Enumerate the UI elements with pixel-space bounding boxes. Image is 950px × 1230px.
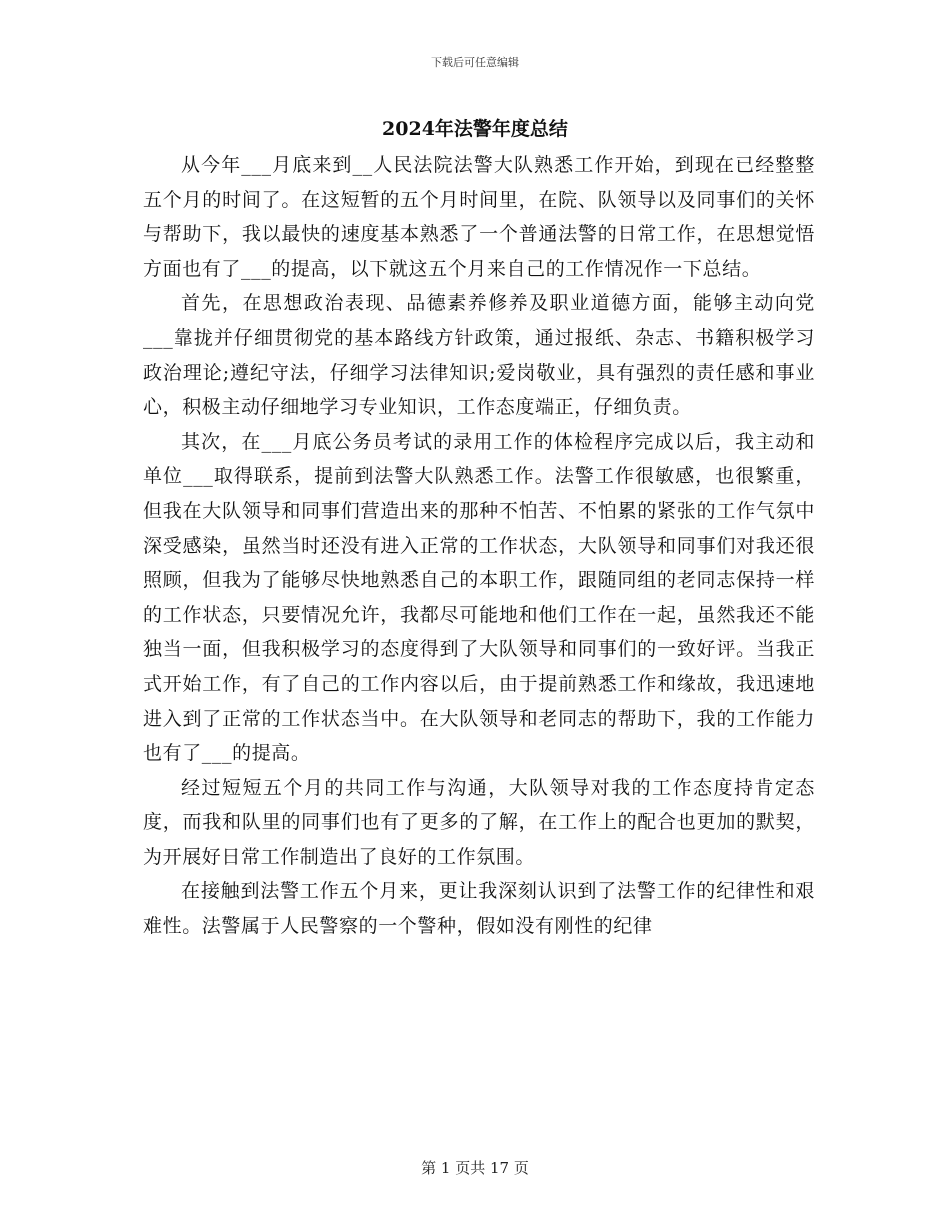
header-note: 下载后可任意编辑: [431, 56, 519, 69]
document-body: [143, 148, 815, 944]
paragraph: 其次，在___月底公务员考试的录用工作的体检程序完成以后，我主动和单位___取得联系，提前到法警大队熟悉工作。法警工作很敏感，也很繁重，但我在大队领导和同事们营造出来的那种不怕苦、不怕累的紧张的工作气氛中深受感染，虽然当时还没有进入正常的工作状态，大队领导和同事们对我还很照顾，但我为了能够尽快地熟悉自己的本职工作，跟随同组的老同志保持一样的工作状态，只要情况允许，我都尽可能地和他们工作在一起，虽然我还不能独当一面，但我积极学习的态度得到了大队领导和同事们的一致好评。当我正式开始工作，有了自己的工作内容以后，由于提前熟悉工作和缘故，我迅速地进入到了正常的工作状态当中。在大队领导和老同志的帮助下，我的工作能力也有了___的提高。: [143, 430, 815, 765]
paragraph: 从今年___月底来到__人民法院法警大队熟悉工作开始，到现在已经整整五个月的时间了。在这短暂的五个月时间里，在院、队领导以及同事们的关怀与帮助下，我以最快的速度基本熟悉了一个普通法警的日常工作，在思想觉悟方面也有了___的提高，以下就这五个月来自己的工作情况作一下总结。: [143, 154, 815, 280]
document-title: 2024年法警年度总结: [382, 118, 568, 140]
paragraph: 在接触到法警工作五个月来，更让我深刻认识到了法警工作的纪律性和艰难性。法警属于人民警察的一个警种，假如没有刚性的纪律: [143, 880, 815, 938]
paragraph: 首先，在思想政治表现、品德素养修养及职业道德方面，能够主动向党___靠拢并仔细贯彻党的基本路线方针政策，通过报纸、杂志、书籍积极学习政治理论;遵纪守法，仔细学习法律知识;爱岗敬业，具有强烈的责任感和事业心，积极主动仔细地学习专业知识，工作态度端正，仔细负责。: [143, 292, 815, 419]
page-footer: 第 1 页共 17 页: [421, 1159, 529, 1177]
paragraph: 经过短短五个月的共同工作与沟通，大队领导对我的工作态度持肯定态度，而我和队里的同事们也有了更多的了解，在工作上的配合也更加的默契，为开展好日常工作制造出了良好的工作氛围。: [143, 776, 815, 868]
